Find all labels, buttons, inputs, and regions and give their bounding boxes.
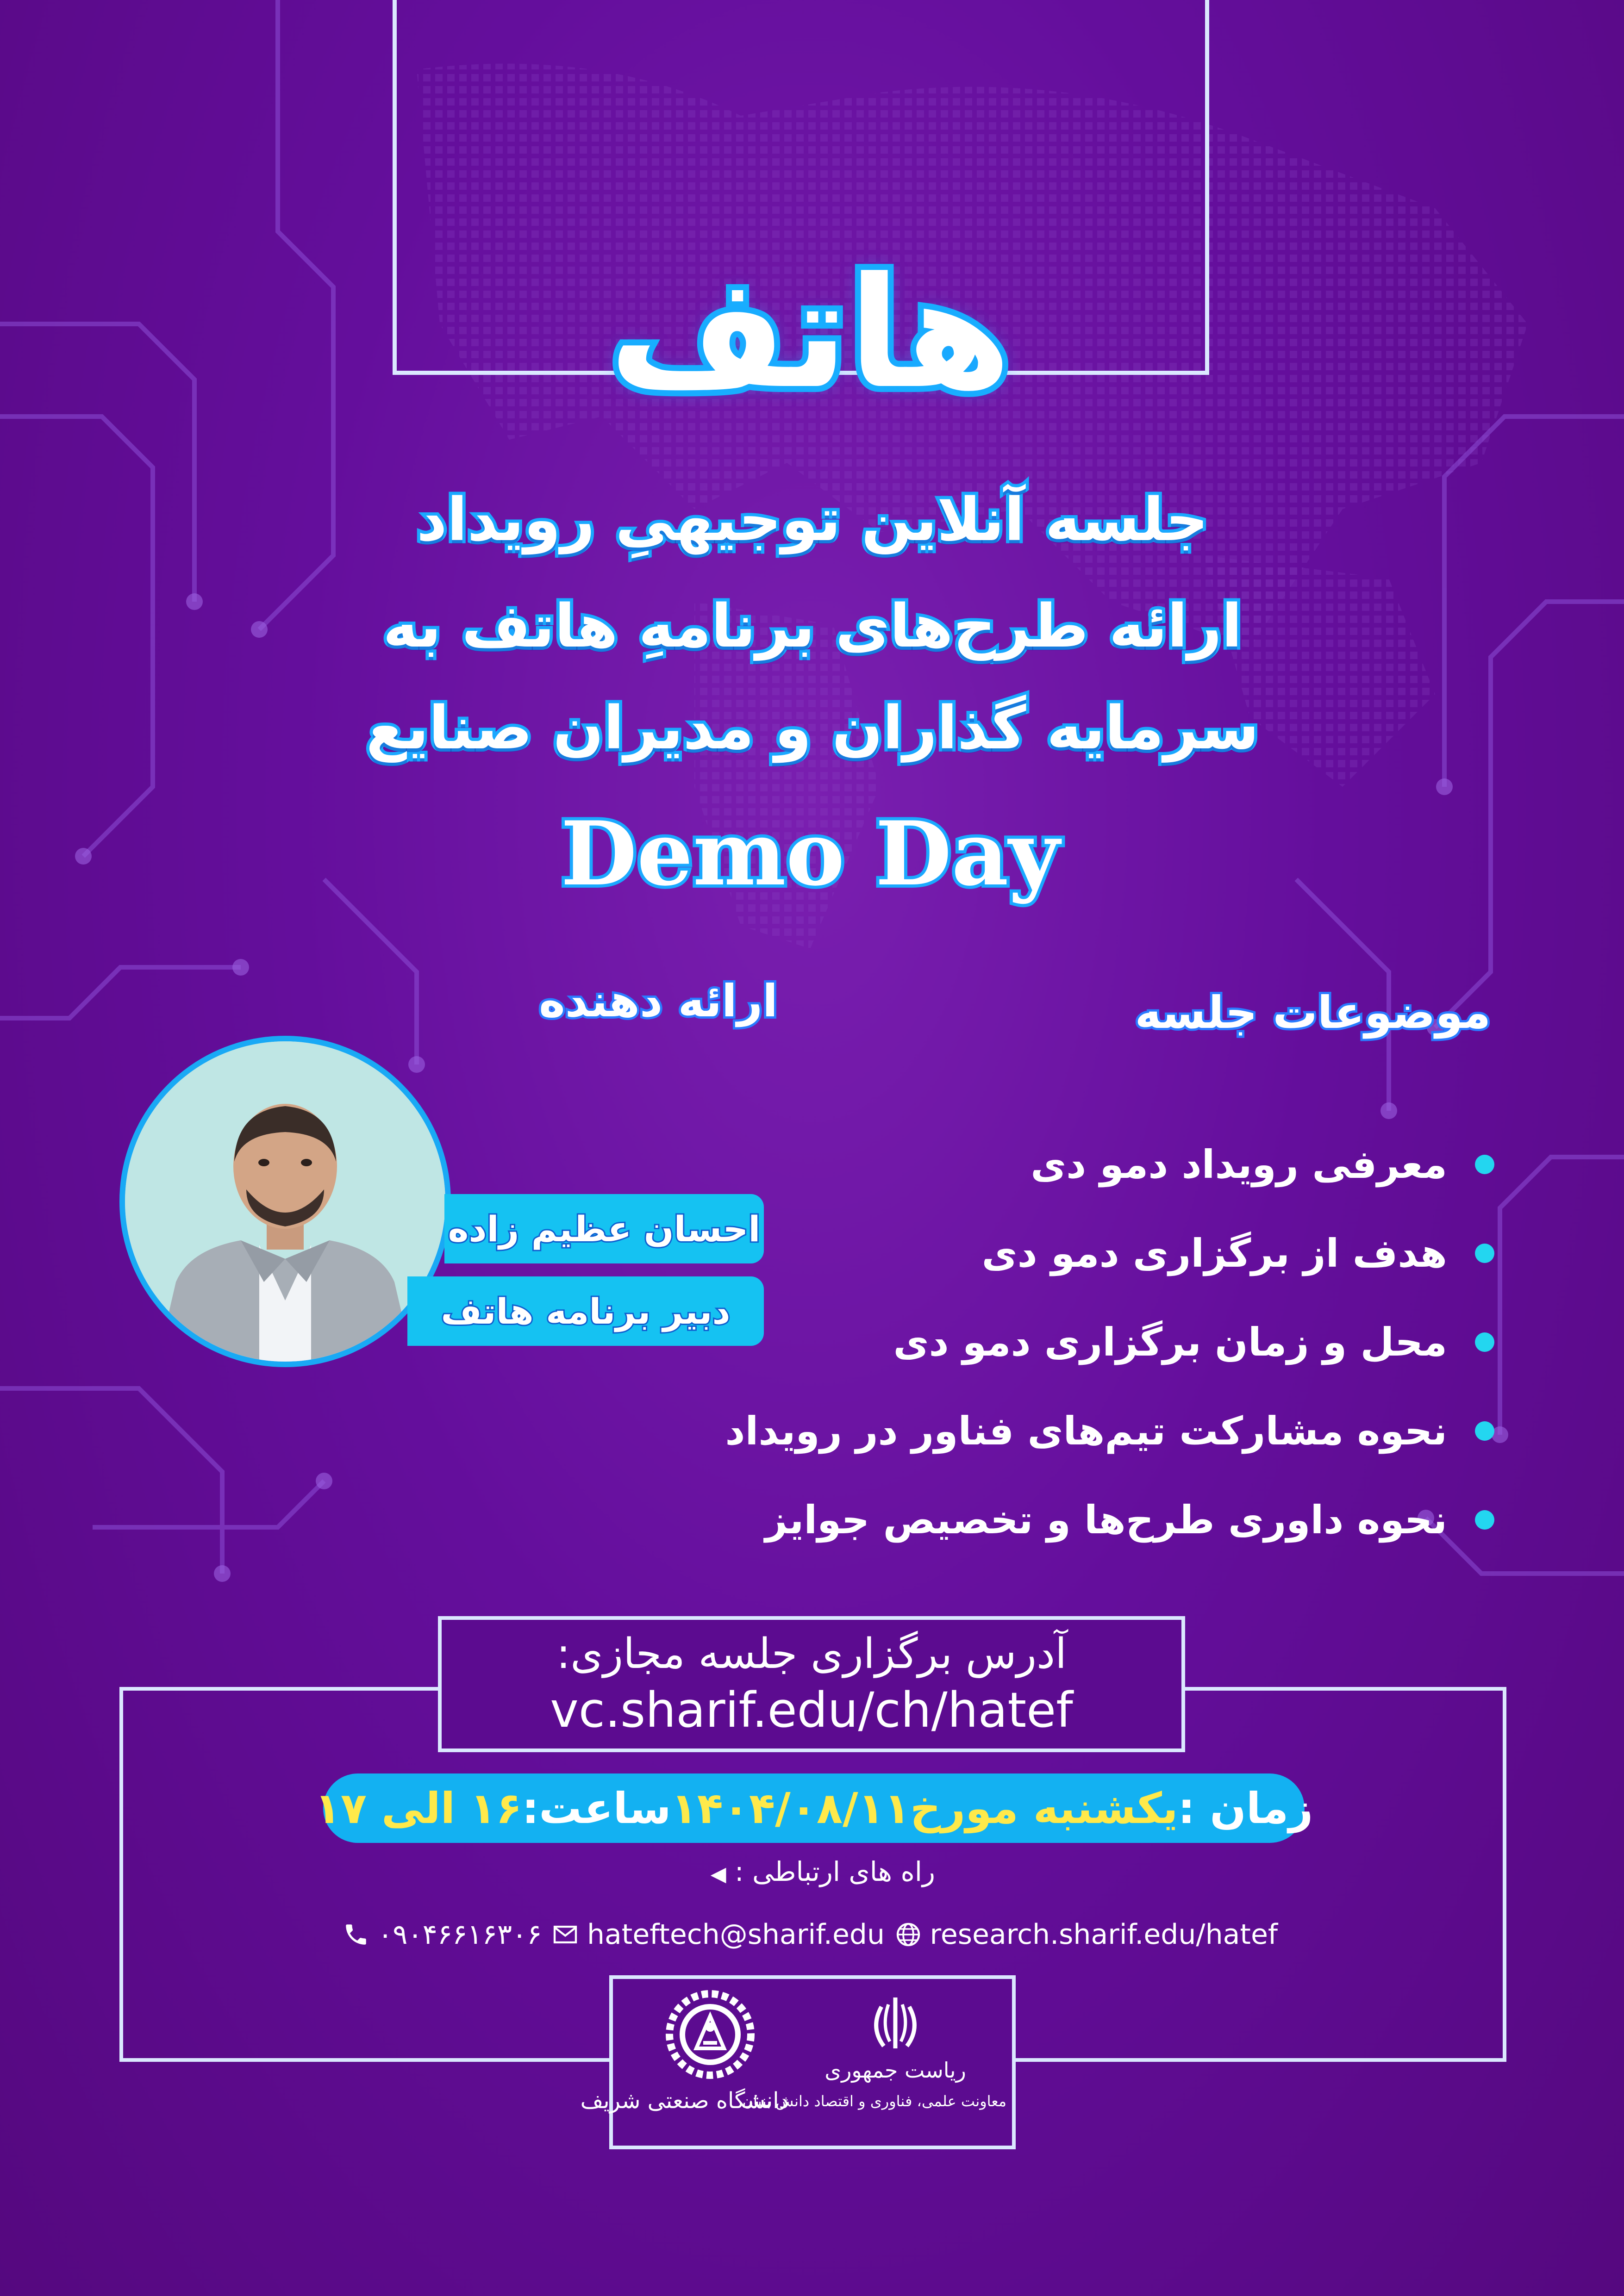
list-item: هدف از برگزاری دمو دی — [615, 1209, 1494, 1298]
bullet-icon — [1475, 1421, 1494, 1441]
brand-logo-text: هاتف — [609, 244, 1012, 422]
website-url: research.sharif.edu/hatef — [930, 1918, 1278, 1951]
sponsor-logos — [580, 1975, 1016, 2149]
schedule-hours: ۱۶ الی ۱۷ — [314, 1783, 522, 1833]
presenter-photo — [119, 1036, 451, 1367]
bullet-icon — [1475, 1155, 1494, 1174]
presenter-heading: ارائه دهنده — [539, 975, 778, 1027]
title-line-3: سرمایه گذاران و مدیران صنایع — [366, 694, 1259, 763]
event-name: Demo Day — [561, 802, 1060, 905]
list-item: معرفی رویداد دمو دی — [615, 1120, 1494, 1209]
title-line-2: ارائه طرح‌های برنامهِ هاتف به — [383, 592, 1242, 661]
presenter-name: احسان عظیم زاده — [444, 1194, 764, 1263]
sharif-logo-text: دانشگاه صنعتی شریف — [580, 2088, 789, 2114]
email-address: hateftech@sharif.edu — [587, 1918, 885, 1951]
sharif-university-logo — [664, 1988, 756, 2081]
topics-list — [615, 1120, 1494, 1564]
phone-icon — [343, 1921, 369, 1948]
website-contact[interactable] — [895, 1918, 1278, 1951]
meeting-url-link[interactable]: vc.sharif.edu/ch/hatef — [550, 1682, 1073, 1739]
phone-contact[interactable] — [343, 1918, 542, 1951]
contact-row — [343, 1911, 1278, 1958]
schedule-day: یکشنبه مورخ — [910, 1783, 1178, 1833]
presidency-logo-text: ریاست جمهوری — [824, 2058, 966, 2083]
mail-icon — [552, 1921, 579, 1948]
list-item: نحوه مشارکت تیم‌های فناور در رویداد — [615, 1387, 1494, 1475]
time-label: زمان : — [1178, 1783, 1313, 1833]
title-line-1: جلسه آنلاین توجیهیِ رویداد — [416, 485, 1209, 554]
phone-number: ۰۹۰۴۶۶۱۶۳۰۶ — [378, 1918, 542, 1951]
globe-icon — [895, 1921, 922, 1948]
topics-heading: موضوعات جلسه — [1135, 987, 1491, 1039]
list-item: محل و زمان برگزاری دمو دی — [615, 1298, 1494, 1387]
email-contact[interactable] — [552, 1918, 885, 1951]
presenter-role: دبیر برنامه هاتف — [407, 1276, 764, 1346]
contact-title: راه های ارتباطی : ◀ — [710, 1856, 935, 1887]
hour-label: ساعت: — [522, 1783, 671, 1833]
schedule-bar — [314, 1773, 1313, 1843]
bullet-icon — [1475, 1510, 1494, 1530]
address-label: آدرس برگزاری جلسه مجازی: — [556, 1629, 1067, 1678]
bullet-icon — [1475, 1244, 1494, 1263]
bullet-icon — [1475, 1332, 1494, 1352]
iran-emblem-logo — [863, 1993, 928, 2053]
schedule-date: ۱۴۰۴/۰۸/۱۱ — [671, 1783, 910, 1833]
caret-left-icon: ◀ — [710, 1862, 726, 1886]
vice-presidency-logo-text: معاونت علمی، فناوری و اقتصاد دانش بنیان — [742, 2092, 1006, 2110]
address-box — [438, 1616, 1185, 1752]
list-item: نحوه داوری طرح‌ها و تخصیص جوایز — [615, 1475, 1494, 1564]
